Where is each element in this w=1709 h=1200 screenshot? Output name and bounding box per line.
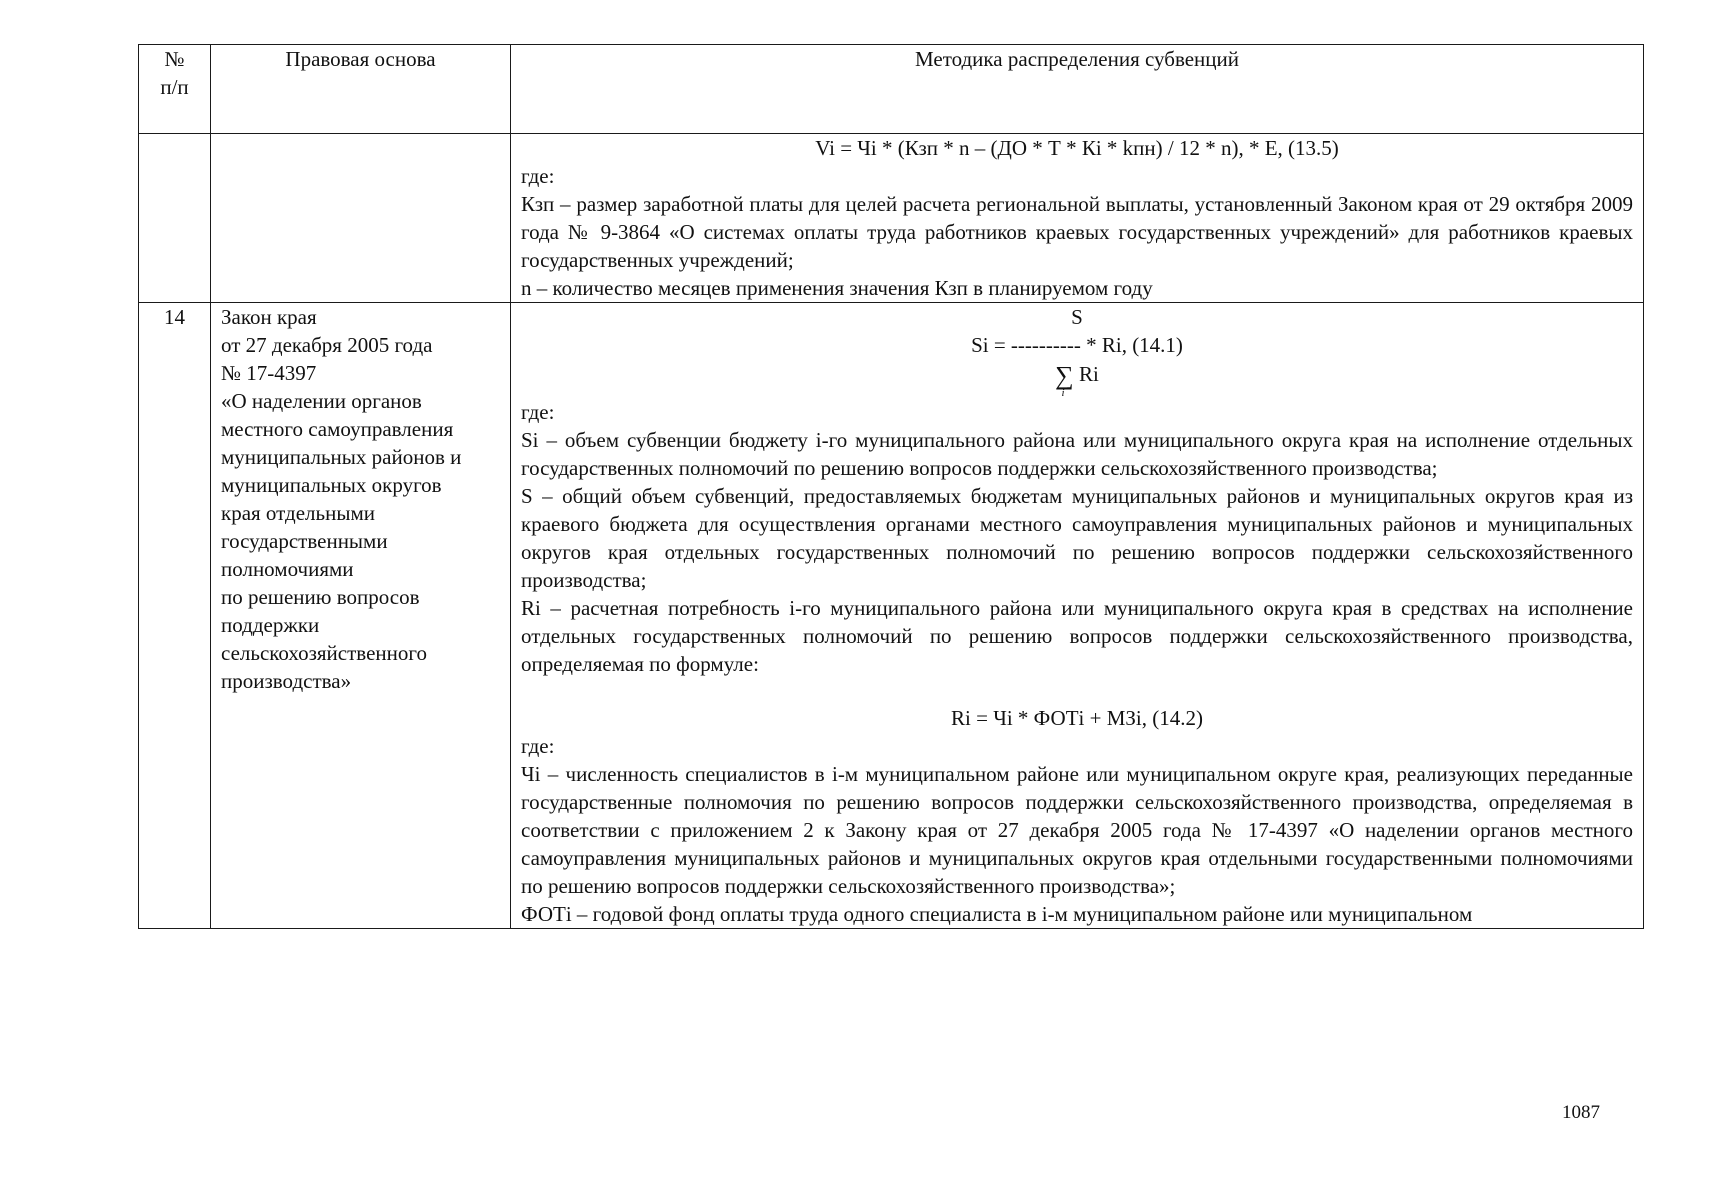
table-header-row [139, 45, 1644, 134]
header-number [139, 45, 211, 134]
sum-index: i [1061, 387, 1065, 399]
table-row-14 [139, 303, 1644, 929]
cell-method-continuation [511, 134, 1644, 303]
definition-ri: Ri – расчетная потребность i-го муниципального района или муниципального округа края в средствах на исполнение отдельных государственных полномочий по решению вопросов поддержки сельскохозяйственного производства, определяемая по формуле: [521, 596, 1633, 676]
header-number-line2: п/п [160, 75, 189, 99]
formula-14-1-denominator: Ri [1078, 362, 1099, 386]
where-label: где: [521, 164, 555, 188]
definition-n: n – количество месяцев применения значения Кзп в планируемом году [521, 276, 1153, 300]
methodology-table [138, 44, 1644, 929]
basis-line: государственными [221, 529, 388, 553]
definition-kzp: Кзп – размер заработной платы для целей расчета региональной выплаты, установленный Законом края от 29 октября 2009 года № 9-3864 «О системах оплаты труда работников краевых государственных учреждений» для работников краевых государственных учреждений; [521, 192, 1633, 272]
where-label: где: [521, 400, 555, 424]
formula-14-2: Ri = Чi * ФОТi + МЗi, (14.2) [951, 706, 1203, 730]
row-number: 14 [139, 303, 211, 929]
header-number-line1: № [164, 47, 185, 71]
header-methodology: Методика распределения субвенций [511, 45, 1644, 134]
formula-14-1 [521, 303, 1633, 398]
cell-legal-basis [211, 303, 511, 929]
definition-si: Si – объем субвенции бюджету i-го муниципального района или муниципального округа края на исполнение отдельных государственных полномочий по решению вопросов поддержки сельскохозяйственного производства; [521, 428, 1633, 480]
header-legal-basis: Правовая основа [211, 45, 511, 134]
basis-line: полномочиями [221, 557, 354, 581]
cell-basis-empty [211, 134, 511, 303]
basis-line: сельскохозяйственного [221, 641, 427, 665]
formula-14-1-denominator-wrap [521, 359, 1633, 398]
page-number: 1087 [1562, 1102, 1600, 1123]
basis-line: муниципальных районов и [221, 445, 462, 469]
basis-line: по решению вопросов [221, 585, 420, 609]
definition-chi: Чi – численность специалистов в i-м муниципальном районе или муниципальном округе края, реализующих переданные государственные полномочия по решению вопросов поддержки сельскохозяйственного производства, определяемая в соответствии с приложением 2 к Закону края от 27 декабря 2005 года № 17-4397 «О наделении органов местного самоуправления муниципальных районов и муниципальных округов края отдельными государственными полномочиями по решению вопросов поддержки сельскохозяйственного производства»; [521, 762, 1633, 898]
basis-line: поддержки [221, 613, 320, 637]
basis-line: производства» [221, 669, 352, 693]
table-row-continuation [139, 134, 1644, 303]
definition-s: S – общий объем субвенций, предоставляемых бюджетам муниципальных районов и муниципальных округов края из краевого бюджета для осуществления органами местного самоуправления муниципальных районов и муниципальных округов края отдельных государственных полномочий по решению вопросов поддержки сельскохозяйственного производства; [521, 484, 1633, 592]
basis-line: муниципальных округов [221, 473, 442, 497]
basis-line: от 27 декабря 2005 года [221, 333, 433, 357]
sum-symbol: ∑ [1055, 361, 1074, 390]
formula-14-1-main: Si = ---------- * Ri, (14.1) [971, 333, 1183, 357]
where-label: где: [521, 734, 555, 758]
basis-line: Закон края [221, 305, 317, 329]
cell-number-empty [139, 134, 211, 303]
cell-methodology [511, 303, 1644, 929]
formula-13-5: Vi = Чi * (Кзп * n – (ДО * Т * Кi * kпн) / 12 * n), * Е, (13.5) [815, 136, 1339, 160]
basis-line: № 17-4397 [221, 361, 317, 385]
formula-14-1-numerator: S [1071, 305, 1083, 329]
basis-line: края отдельными [221, 501, 375, 525]
spacer [521, 678, 1633, 704]
basis-line: «О наделении органов [221, 389, 422, 413]
basis-line: местного самоуправления [221, 417, 454, 441]
definition-foti: ФОТi – годовой фонд оплаты труда одного специалиста в i-м муниципальном районе или муниципальном [521, 902, 1473, 926]
